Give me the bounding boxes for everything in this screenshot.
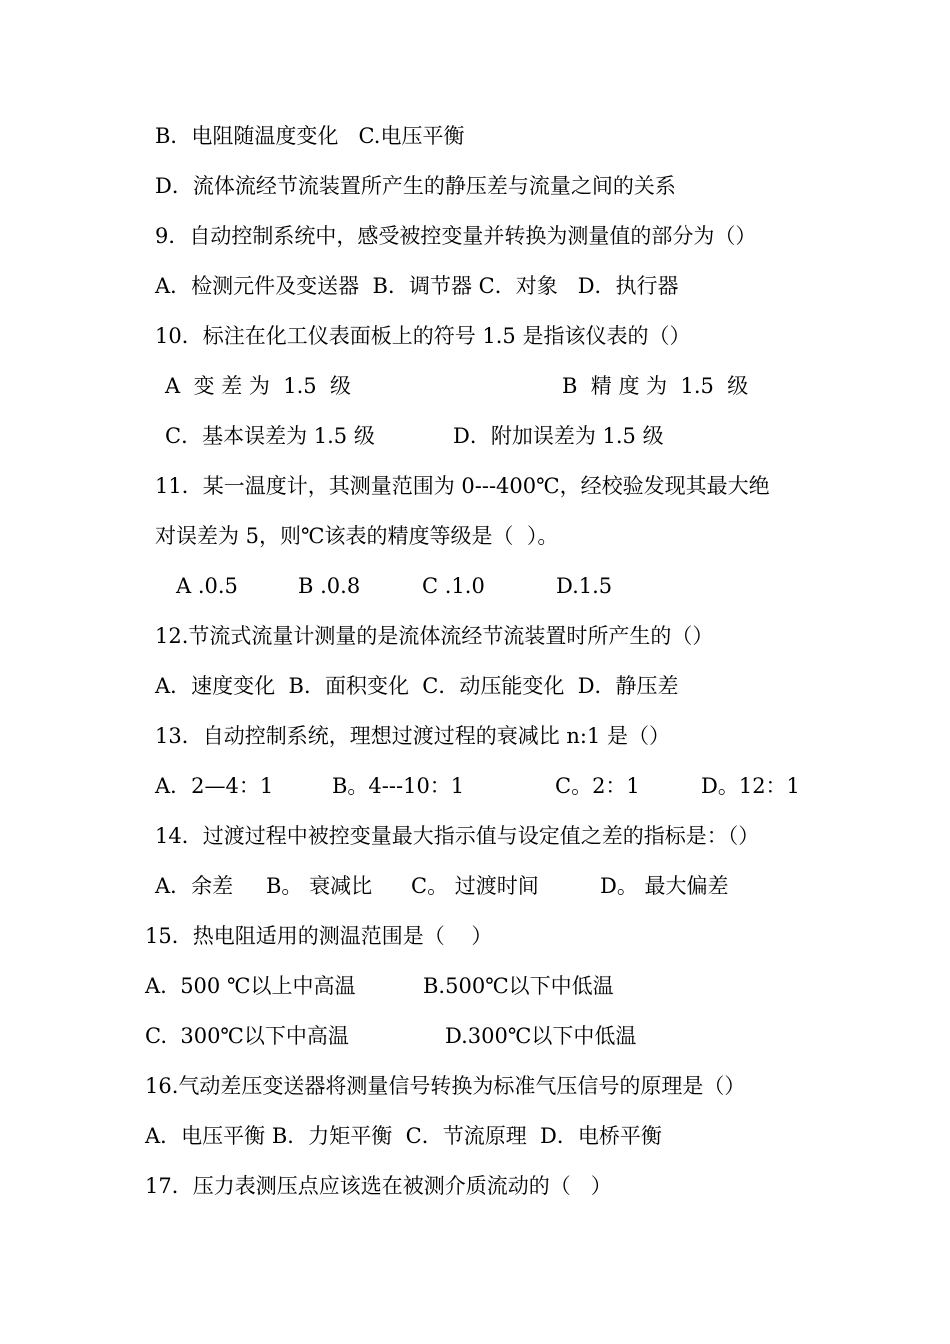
option-c: C。 过渡时间	[411, 874, 539, 898]
question-9-options: A．检测元件及变送器 B．调节器 C．对象 D．执行器	[155, 274, 679, 298]
option-d: D。 最大偏差	[600, 874, 729, 898]
question-11-continued: 对误差为 5，则℃该表的精度等级是（ ）。	[155, 524, 559, 548]
option-a: A. 500 ℃以上中高温	[145, 974, 356, 998]
question-13: 13．自动控制系统，理想过渡过程的衰减比 n:1 是（）	[155, 724, 671, 748]
question-12: 12.节流式流量计测量的是流体流经节流装置时所产生的（）	[155, 624, 714, 648]
question-11: 11．某一温度计，其测量范围为 0---400℃，经校验发现其最大绝	[155, 474, 770, 498]
question-9: 9．自动控制系统中，感受被控变量并转换为测量值的部分为（）	[155, 224, 757, 248]
question-12-options: A．速度变化 B．面积变化 C．动压能变化 D．静压差	[155, 674, 679, 698]
option-c: C .1.0	[422, 574, 485, 598]
option-line-d: D．流体流经节流装置所产生的静压差与流量之间的关系	[155, 174, 676, 198]
option-b: B。4---10：1	[332, 774, 465, 798]
option-c: C. 300℃以下中高温	[145, 1024, 349, 1048]
option-b: B。 衰减比	[266, 874, 373, 898]
question-16: 16.气动差压变送器将测量信号转换为标准气压信号的原理是（）	[145, 1074, 746, 1098]
question-10: 10．标注在化工仪表面板上的符号 1.5 是指该仪表的（）	[155, 324, 691, 348]
question-14: 14．过渡过程中被控变量最大指示值与设定值之差的指标是：（）	[155, 824, 760, 848]
question-17: 17．压力表测压点应该选在被测介质流动的（ ）	[145, 1174, 612, 1198]
option-b: B 精 度 为 1.5 级	[562, 374, 749, 398]
option-d: D．附加误差为 1.5 级	[453, 424, 664, 448]
option-c: C．基本误差为 1.5 级	[165, 424, 375, 448]
option-d: D。12：1	[701, 774, 800, 798]
option-d: D.300℃以下中低温	[445, 1024, 637, 1048]
option-a: A．余差	[155, 874, 234, 898]
option-b: B .0.8	[298, 574, 361, 598]
question-16-options: A．电压平衡 B．力矩平衡 C．节流原理 D．电桥平衡	[145, 1124, 662, 1148]
option-a: A 变 差 为 1.5 级	[165, 374, 351, 398]
option-line-b-c: B．电阻随温度变化 C.电压平衡	[155, 124, 465, 148]
option-a: A .0.5	[176, 574, 238, 598]
option-a: A．2—4：1	[155, 774, 274, 798]
option-c: C。2：1	[555, 774, 640, 798]
question-15: 15．热电阻适用的测温范围是（ ）	[145, 924, 493, 948]
option-b: B.500℃以下中低温	[423, 974, 614, 998]
option-d: D.1.5	[556, 574, 613, 598]
